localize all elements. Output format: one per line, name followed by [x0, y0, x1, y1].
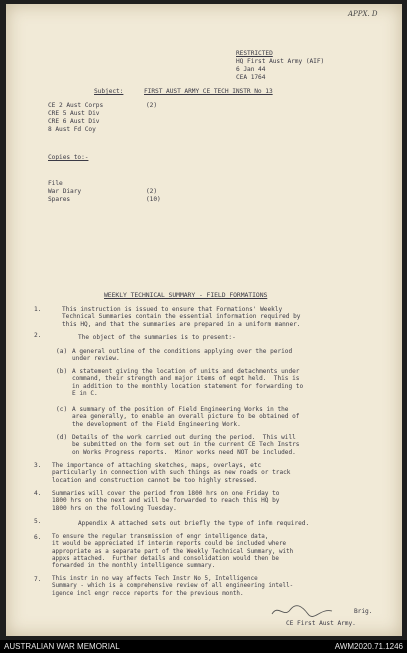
- paragraph-2b: A statement giving the location of units and detachments under command, their strength and major items of eqpt held. This is in addition to the monthly location statement for forwarding to E in C.: [72, 368, 304, 397]
- date-line: 6 Jan 44: [236, 66, 266, 73]
- copies-count: (2): [146, 188, 158, 195]
- paragraph-2c: A summary of the position of Field Engineering Works in the area generally, to enable an overall picture to be obtained of the development of the Field Engineering Work.: [72, 406, 300, 428]
- para-number: 4.: [34, 490, 42, 497]
- para-number: 6.: [34, 534, 42, 541]
- paragraph-4: Summaries will cover the period from 1800 hrs on one Friday to 1800 hrs on the next and will be forwarded to reach this HQ by 1800 hrs on the following Tuesday.: [52, 490, 280, 512]
- copies-item: War Diary: [48, 188, 82, 195]
- paragraph-2d: Details of the work carried out during the period. This will be submitted on the form set out in the current CE Tech Instrs on Works Progress reports. Minor works need NOT be included.: [72, 434, 300, 456]
- classification: RESTRICTED: [236, 50, 273, 57]
- copies-item: Spares: [48, 196, 71, 203]
- document-page: [6, 4, 402, 636]
- para-number: 3.: [34, 462, 42, 469]
- distribution-item: CRE 5 Aust Div: [48, 110, 100, 117]
- copies-label: Copies to:-: [48, 154, 89, 161]
- paragraph-2a: A general outline of the conditions applying over the period under review.: [72, 348, 293, 363]
- distribution-count: (2): [146, 102, 158, 109]
- hq-line: HQ First Aust Army (AIF): [236, 58, 325, 65]
- reference: CEA 1764: [236, 74, 266, 81]
- distribution-item: CRE 6 Aust Div: [48, 118, 100, 125]
- sub-para-letter: (a): [56, 348, 68, 355]
- paragraph-5: Appendix A attached sets out briefly the type of infm required.: [78, 520, 310, 527]
- footer-catalogue-number: AWM2020.71.1246: [334, 642, 403, 651]
- para-number: 7.: [34, 576, 42, 583]
- distribution-item: 8 Aust Fd Coy: [48, 126, 96, 133]
- signature-rank: Brig.: [354, 608, 373, 615]
- subject-label: Subject:: [94, 88, 124, 95]
- paragraph-1: This instruction is issued to ensure that Formations' Weekly Technical Summaries contain the essential information required by this HQ, and that the summaries are prepared in a uniform manner.: [62, 306, 301, 328]
- sub-para-letter: (b): [56, 368, 68, 375]
- paragraph-2: The object of the summaries is to present:-: [78, 334, 236, 341]
- copies-count: (10): [146, 196, 161, 203]
- handwritten-annotation: APPX. D: [348, 10, 378, 18]
- paragraph-6: To ensure the regular transmission of engr intelligence data, it would be appreciated if interim reports could be included where appropriate as a separate part of the Weekly Technical Summary, with appxs attached. Further details and consolidation would then be forwarded in the monthly intelligence summary.: [52, 534, 294, 570]
- paragraph-7: This instr in no way affects Tech Instr No 5, Intelligence Summary - which is a comprehensive review of all engineering intell- igence incl engr recce reports for the previous month.: [52, 576, 294, 597]
- paragraph-3: The importance of attaching sketches, maps, overlays, etc particularly in connection with such things as new roads or track location and construction cannot be too highly stressed.: [52, 462, 291, 484]
- para-number: 1.: [34, 306, 42, 313]
- subject-text: FIRST AUST ARMY CE TECH INSTR No 13: [144, 88, 273, 95]
- sub-para-letter: (d): [56, 434, 68, 441]
- para-number: 5.: [34, 518, 42, 525]
- footer-institution: AUSTRALIAN WAR MEMORIAL: [4, 642, 120, 651]
- signature-scrawl: [268, 602, 336, 620]
- archive-footer: [0, 640, 407, 653]
- signature-title: CE First Aust Army.: [286, 620, 356, 627]
- para-number: 2.: [34, 332, 42, 339]
- sub-para-letter: (c): [56, 406, 68, 413]
- copies-item: File: [48, 180, 63, 187]
- distribution-item: CE 2 Aust Corps: [48, 102, 104, 109]
- document-title: WEEKLY TECHNICAL SUMMARY - FIELD FORMATIONS: [104, 291, 268, 299]
